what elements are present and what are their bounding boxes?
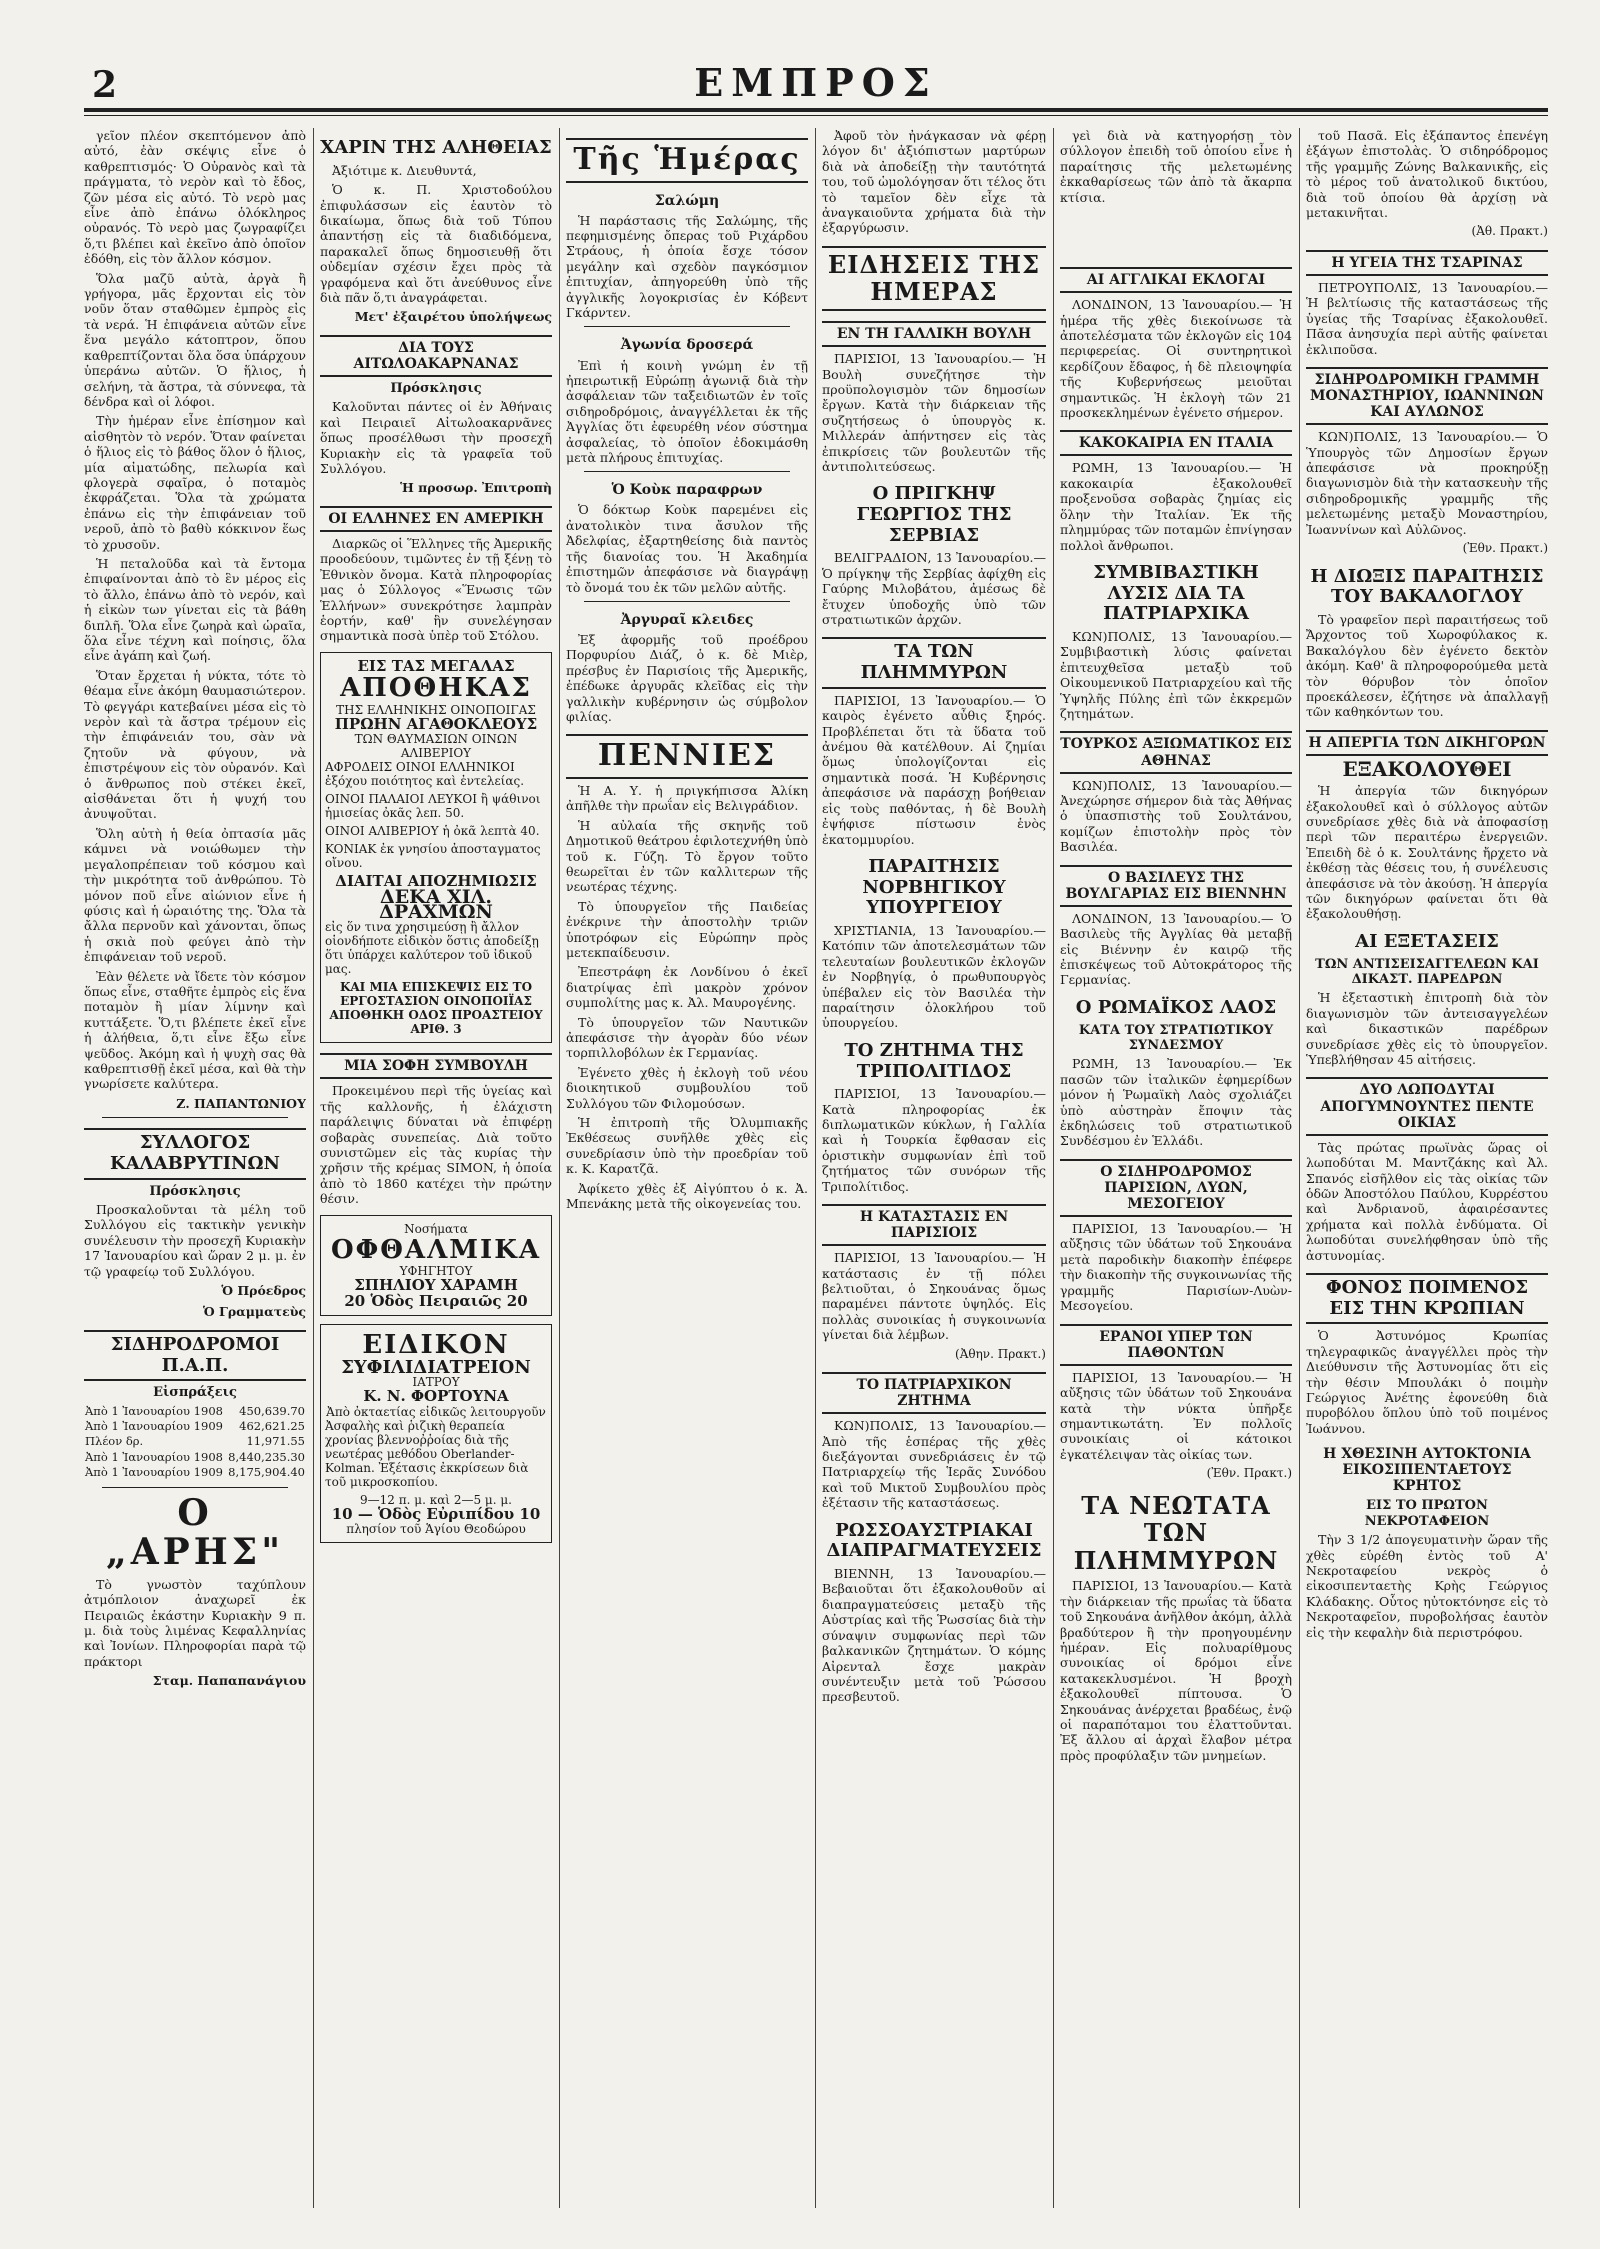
floods-text: ΠΑΡΙΣΙΟΙ, 13 Ἰανουαρίου.— Ὁ καιρὸς ἐγένετο αὖθις ξηρός. Προβλέπεται ὅτι τὰ ὕδατα τοῦ ἀνέμου θὰ κατέλθουν. Αἱ ζημίαι ὅμως ὑπολογίζονται εἰς σημαντικὰ ποσά. Ἡ Κυβέρνησις ἀπεφάσισε νὰ παράσχῃ βοήθειαν εἰς τοὺς παθόντας, ἡ δὲ Βουλὴ ἐψήφισε πίστωσιν ἑνὸς ἑκατομμυρίου. [822,692,1046,847]
pennies-item: Ἡ αὐλαία τῆς σκηνῆς τοῦ Δημοτικοῦ θεάτρου ἐφιλοτεχνήθη ὑπὸ τοῦ κ. Γύζη. Τὸ ἔργον τοῦτο θεωρεῖται ἐν τῶν καλλιτερων τῆς νεωτέρας τέχνης. [566,817,808,895]
pennies-item: Ἐγένετο χθὲς ἡ ἐκλογὴ τοῦ νέου διοικητικοῦ συμβουλίου τοῦ Συλλόγου τῶν Φιλομούσων. [566,1064,808,1111]
roman-people-subhead: ΚΑΤΑ ΤΟΥ ΣΤΡΑΤΙΩΤΙΚΟΥ ΣΥΝΔΕΣΜΟΥ [1078,1022,1274,1053]
athens-headline: ΤΟΥΡΚΟΣ ΑΞΙΩΜΑΤΙΚΟΣ ΕΙΣ ΑΘΗΝΑΣ [1060,731,1292,773]
railway-receipts-table [84,1404,306,1481]
ad-line: ΕΙΣ ΤΑΣ ΜΕΓΑΛΑΣ [357,656,515,675]
table-row [84,1434,306,1449]
ad-line: ΚΑΙ ΜΙΑ ΕΠΙΣΚΕΨΙΣ ΕΙΣ ΤΟ ΕΡΓΟΣΤΑΣΙΟΝ ΟΙΝΟΠΟΙΪΑΣ ΑΠΟΘΗΚΗ ΟΔΟΣ ΠΡΟΑΣΤΕΙΟΥ ΑΡΙΘ. 3 [329,980,543,1037]
pennies-headline: ΠΕΝΝΙΕΣ [566,734,808,779]
table-row [84,1404,306,1419]
tsarina-text: ΠΕΤΡΟΥΠΟΛΙΣ, 13 Ἰανουαρίου.— Ἡ βελτίωσις τῆς καταστάσεως τῆς ὑγείας τῆς Τσαρίνας ἐξακολουθεῖ. Πᾶσα ἀνησυχία περὶ αὐτῆς φαίνεται ἐκλιποῦσα. [1306,279,1548,357]
railway-text: ΠΑΡΙΣΙΟΙ, 13 Ἰανουαρίου.— Ἡ αὔξησις τῶν ὑδάτων τοῦ Σηκουάνα μετὰ παροδικὴν διακοπὴν ἐπέφερε τὴν διακοπὴν τῆς συγκοινωνίας τῆς γραμμῆς Παρισίων-Λυὼν-Μεσογείου. [1060,1221,1292,1314]
ad-line: ΙΑΤΡΟΥ [412,1375,460,1390]
ad-line: ΥΦΗΓΗΤΟΥ [399,1264,473,1279]
klides-text: Ἐξ ἀφορμῆς τοῦ προέδρου Πορφυρίου Διάζ, ὁ κ. δὲ Μιὲρ, πρέσβυς ἐν Παρισίοις τῆς Ἀμερικῆς, ἐπέδωκε ἀργυρᾶς κλεῖδας εἰς τὴν γαλλικὴν κυβέρνησιν ὡς σύμβολον φιλίας. [566,632,808,725]
charin-salutation: Ἀξιότιμε κ. Διευθυντά, [332,162,477,178]
ad-line: ΔΙΑΙΤΑΙ ΑΠΟΖΗΜΙΩΣΙΣ [335,872,537,891]
table-cell: Πλέον δρ. [85,1434,144,1449]
source-credit: (Ἀθ. Πρακτ.) [1471,224,1548,239]
column-rule [1299,128,1300,2208]
column-4 [822,128,1046,2208]
pennies-item: Τὸ ὑπουργεῖον τῆς Παιδείας ἐνέκρινε τὴν ἀποστολὴν τριῶν ὑποτρόφων εἰς Εὐρώπην πρὸς μετεκπαίδευσιν. [566,898,808,960]
headline-spacer [1060,209,1292,257]
pennies-item: Ἀφίκετο χθὲς ἐξ Αἰγύπτου ὁ κ. Ἀ. Μπενάκης μετὰ τῆς οἰκογενείας του. [566,1180,808,1212]
table-row [84,1465,306,1480]
railway-subhead: Εἰσπράξεις [153,1385,237,1401]
table-cell: 11,971.55 [246,1434,305,1449]
ad-line: ΟΦΘΑΛΜΙΚΑ [330,1234,541,1265]
pennies-item: Ἐπεστράφη ἐκ Λονδίνου ὁ ἐκεῖ διατρίψας ἐπὶ μακρὸν χρόνον συμπολίτης μας κ. Ἀλ. Μαυρογένης. [566,964,808,1011]
pennies-item: Τὸ ὑπουργεῖον τῶν Ναυτικῶν ἀπεφάσισε τὴν ἀγορὰν δύο νέων τορπιλλοβόλων ἐκ Γερμανίας. [566,1014,808,1061]
suicide-subhead: ΕΙΣ ΤΟ ΠΡΩΤΟΝ ΝΕΚΡΟΤΑΦΕΙΟΝ [1364,1498,1490,1529]
column-2 [320,128,552,2208]
kouk-text: Ὁ δόκτωρ Κοὺκ παρεμένει εἰς ἀνατολικὸν τινα ἄσυλον τῆς Ἀδελφίας, ἐξαρτηθείσης διὰ παντὸς τῆς διανοίας του. Ἡ Ἀκαδημία ἐπιστημῶν ἀπεφάσισε νὰ διαγράψῃ τὸ ὄνομά του ἐκ τῶν μελῶν αὐτῆς. [566,502,808,595]
flood-victims-text: ΠΑΡΙΣΙΟΙ, 13 Ἰανουαρίου.— Ἡ αὔξησις τῶν ὑδάτων τοῦ Σηκουάνα κατὰ τὴν νύκτα ὑπῆρξε σημαντικωτάτη. Ἐν πολλοῖς συνοικίαις οἱ κάτοικοι ἐγκατέλειψαν τὰς οἰκίας των. [1060,1369,1292,1462]
italy-headline: ΚΑΚΟΚΑΙΡΙΑ ΕΝ ΙΤΑΛΙΑ [1060,430,1292,456]
ares-text: Τὸ γνωστὸν ταχύπλουν ἀτμόπλοιον ἀναχωρεῖ ἐκ Πειραιῶς ἑκάστην Κυριακὴν 9 π. μ. διὰ τοὺς λιμένας Κεφαλληνίας καὶ Ἰονίων. Πληροφορίαι παρὰ τῷ πράκτορι [84,1576,306,1669]
table-cell: 8,440,235.30 [228,1449,305,1464]
flood-victims-headline: ΕΡΑΝΟΙ ΥΠΕΡ ΤΩΝ ΠΑΘΟΝΤΩΝ [1060,1324,1292,1366]
table-row [84,1450,306,1465]
norway-text: ΧΡΙΣΤΙΑΝΙΑ, 13 Ἰανουαρίου.— Κατόπιν τῶν ἀποτελεσμάτων τῶν τελευταίων βουλευτικῶν ἐκλογῶν ἐν Νορβηγίᾳ, ὁ πρωθυπουργὸς ὑπέβαλεν εἰς τὸν Βασιλέα τὴν παραίτησιν ὁλοκλήρου τοῦ ὑπουργείου. [822,922,1046,1031]
column-1 [84,128,306,2208]
ad-line: 20 Ὁδὸς Πειραιῶς 20 [344,1291,528,1310]
vienna-headline: Ο ΒΑΣΙΛΕΥΣ ΤΗΣ ΒΟΥΛΓΑΡΙΑΣ ΕΙΣ ΒΙΕΝΝΗΝ [1060,865,1292,907]
tsarina-headline: Η ΥΓΕΙΑ ΤΗΣ ΤΣΑΡΙΝΑΣ [1306,250,1548,276]
feuilleton-paragraph: Ὅταν ἔρχεται ἡ νύκτα, τότε τὸ θέαμα εἶνε ἀκόμη θαυμασιώτερον. Τὸ φεγγάρι κατεβαίνει μέσα εἰς τὸ νερὸν καὶ τὰ ἄστρα τρέμουν εἰς τὴν ἐπιφάνειάν του, σὰν νὰ ζητοῦν νὰ φύγουν, νὰ ἐπιστρέψουν εἰς τὸν οὐρανόν. Καὶ ὁ ἄνθρωπος ποὺ στέκει ἐκεῖ, αἰσθάνεται ὅτι ἡ ψυχή του ἀνυψοῦται. [84,667,306,822]
column-3 [566,128,808,2208]
vakaloglou-text: Τὸ γραφεῖον περὶ παραιτήσεως τοῦ Ἄρχοντος τοῦ Χωροφύλακος κ. Βακαλόγλου δὲν ἐγένετο δεκτὸν ἀκόμη. Καθ' ἃ πληροφορούμεθα μετὰ τὸν θόρυβον τὸν ὁποῖον προεκάλεσεν, ἐζήτησε νὰ ἀπαλλαγῇ τῶν καθηκόντων του. [1306,611,1548,720]
feuilleton-paragraph: Ὅλη αὐτὴ ἡ θεία ὀπτασία μᾶς κάμνει νὰ νοιώθωμεν τὴν μεγαλοπρέπειαν τοῦ κόσμου καὶ τὴν μικρότητα τοῦ ἀνθρώπου. Τὸ μόνον ποῦ εἶνε αἰώνιον εἶνε ἡ φύσις καὶ ἡ ὡραιότης της. Ὅλα τὰ ἄλλα περνοῦν καὶ χάνονται, ὅπως ἡ σκιὰ ποὺ φεύγει ἀπὸ τὴν ἐπιφάνειαν τοῦ νεροῦ. [84,825,306,965]
america-text: Διαρκῶς οἱ Ἕλληνες τῆς Ἀμερικῆς προοδεύουν, τιμῶντες ἐν τῇ ξένῃ τὸ Ἐθνικὸν ὄνομα. Κατὰ πληροφορίας μας ὁ Σύλλογος «Ἕνωσις τῶν Ἑλλήνων» συνεκρότησε λαμπρὰν ἑορτήν, καθ' ἣν συνελέγησαν σημαντικὰ ποσὰ ὑπὲρ τοῦ Στόλου. [320,535,552,644]
salomi-text: Ἡ παράστασις τῆς Σαλώμης, τῆς πεφημισμένης ὄπερας τοῦ Ριχάρδου Στράους, ἡ ὁποία ἔσχε τόσον μεγάλην καὶ σχεδὸν παγκόσμιον ἐπιτυχίαν, ἀπηγορεύθη ὑπὸ τῆς ἀγγλικῆς λογοκρισίας ἐν Κόβεντ Γκάρντεν. [566,212,808,321]
table-row [84,1419,306,1434]
section-title: Τῆς Ἡμέρας [566,138,808,183]
burglars-text: Τὰς πρώτας πρωϊνὰς ὥρας οἱ λωποδύται Μ. Μαντζάκης καὶ Ἀλ. Σπανός εἰσῆλθον εἰς τὰς οἰκίας τῶν ὁδῶν Ἀποστόλου Παύλου, Κυρρέστου καὶ Ἀνδριανοῦ, ἀφαιρέσαντες χρήματα καὶ πολλὰ ἐνδύματα. Οἱ λωποδύται συνελήφθησαν ὑπὸ τῆς ἀστυνομίας. [1306,1139,1548,1263]
continues-headline: ΕΞΑΚΟΛΟΥΘΕΙ [1342,756,1512,781]
floods-headline: ΤΑ ΤΩΝ ΠΛΗΜΜΥΡΩΝ [822,637,1046,688]
ad-line: ΤΩΝ ΘΑΥΜΑΣΙΩΝ ΟΙΝΩΝ ΑΛΙΒΕΡΙΟΥ [354,732,518,761]
latest-floods-text: ΠΑΡΙΣΙΟΙ, 13 Ἰανουαρίου.— Κατὰ τὴν διάρκειαν τῆς πρωΐας τὰ ὕδατα τοῦ Σηκουάνα ἀνῆλθον ἀκόμη, ἀλλὰ βραδύτερον ἢ τὴν προηγουμένην ἡμέραν. Εἰς πολυαρίθμους συνοικίας οἱ δρόμοι εἶνε κατακεκλυσμένοι. Ἡ βροχὴ ἐξακολουθεῖ πίπτουσα. Ὁ Σηκουάνας ἀνέρχεται βραδέως, ἐνῷ οἱ παραπόταμοι του ἐλαττοῦνται. Ἐξ ἄλλου αἱ ἀρχαὶ ἔλαβον μέτρα πρὸς προφύλαξιν τῶν μνημείων. [1060,1578,1292,1763]
column-rule [313,128,314,2208]
intro-text: Ἀφοῦ τὸν ἠνάγκασαν νὰ φέρῃ λόγον δι' ἀξιόπιστων μαρτύρων διὰ νὰ ἀποδείξῃ τὴν ταυτότητά του, τοῦ ὡμολόγησαν ὅτι τέλος ὅτι τὸ ταμεῖον δὲν εἶχε τὰ ἀναγκαιοῦντα χρήματα διὰ τὴν ἐξαργύρωσιν. [822,128,1046,236]
ad-line: ΣΠΗΛΙΟΥ ΧΑΡΑΜΗ [354,1276,518,1295]
aitoloakarnanes-text: Καλοῦνται πάντες οἱ ἐν Ἀθήναις καὶ Πειραιεῖ Αἰτωλοακαρνᾶνες ὅπως προσέλθωσι τὴν προσεχῆ Κυριακὴν εἰς τὰ γραφεῖα τοῦ Συλλόγου. [320,399,552,476]
news-headline: ΕΙΔΗΣΕΙΣ ΤΗΣ ΗΜΕΡΑΣ [822,246,1046,311]
tripoli-text: ΠΑΡΙΣΙΟΙ, 13 Ἰανουαρίου.— Κατὰ πληροφορίας ἐκ διπλωματικῶν κύκλων, ἡ Γαλλία καὶ ἡ Τουρκία ἔφθασαν εἰς ὁριστικὴν συμφωνίαν ἐπὶ τοῦ ζητήματος τῶν συνόρων τῆς Τριπολίτιδος. [822,1086,1046,1194]
rail-line-text: ΚΩΝ)ΠΟΛΙΣ, 13 Ἰανουαρίου.— Ὁ Ὑπουργὸς τῶν Δημοσίων ἔργων ἀπεφάσισε νὰ προκηρύξῃ διαγωνισμὸν διὰ τὴν κατασκευὴν τῆς σιδηροδρομικῆς γραμμῆς τῆς μελετωμένης μεταξὺ Μοναστηρίου, Ἰωαννίνων καὶ Αὐλῶνος. [1306,429,1548,537]
railway-headline: ΣΙΔΗΡΟΔΡΟΜΟΙ Π.Α.Π. [84,1330,306,1381]
railway-headline: Ο ΣΙΔΗΡΟΔΡΟΜΟΣ ΠΑΡΙΣΙΩΝ, ΛΥΩΝ, ΜΕΣΟΓΕΙΟΥ [1060,1159,1292,1217]
ad-item: ΑΦΡΟΔΕΙΣ ΟΙΝΟΙ ΕΛΛΗΝΙΚΟΙ ἐξόχου ποιότητος καὶ ἐντελείας. [325,760,525,789]
ad-line: ΠΡΩΗΝ ΑΓΑΘΟΚΛΕΟΥΣ [334,714,538,733]
suicide-headline: Η ΧΘΕΣΙΝΗ ΑΥΤΟΚΤΟΝΙΑ ΕΙΚΟΣΙΠΕΝΤΑΕΤΟΥΣ ΚΡΗΤΟΣ [1323,1446,1531,1495]
column-rule [1053,128,1054,2208]
roman-people-text: ΡΩΜΗ, 13 Ἰανουαρίου.— Ἐκ πασῶν τῶν ἰταλικῶν ἐφημερίδων μόνον ἡ Ῥωμαϊκὴ Λαὸς σχολιάζει ὑπὸ αὐστηρὰν ἔποψιν τὰς ἐκδηλώσεις τοῦ στρατιωτικοῦ Συνδέσμου ἐν Ἑλλάδι. [1060,1056,1292,1149]
kalavryta-text: Προσκαλοῦνται τὰ μέλη τοῦ Συλλόγου εἰς τακτικὴν γενικὴν συνέλευσιν τὴν προσεχῆ Κυριακὴν 17 Ἰανουαρίου καὶ ὥραν 2 μ. μ. ἐν τῷ γραφείῳ τοῦ Συλλόγου. [84,1201,306,1279]
ad-line: 10 — Ὁδὸς Εὐριπίδου 10 [331,1504,541,1523]
exams-text: Ἡ ἐξεταστικὴ ἐπιτροπὴ διὰ τὸν διαγωνισμὸν τῶν ἀντεισαγγελέων καὶ δικαστικῶν παρέδρων συνεδρίασε χθὲς εἰς τὸ ὑπουργεῖον. Ὑπεβλήθησαν 45 αἰτήσεις. [1306,990,1548,1067]
shepherd-murder-headline: ΦΟΝΟΣ ΠΟΙΜΕΝΟΣ ΕΙΣ ΤΗΝ ΚΡΩΠΙΑΝ [1306,1273,1548,1324]
ad-line: Ἀπὸ ὀκταετίας εἰδικῶς λειτουργοῦν [326,1404,546,1419]
prince-headline: Ο ΠΡΙΓΚΗΨ ΓΕΩΡΓΙΟΣ ΤΗΣ ΣΕΡΒΙΑΣ [856,483,1012,546]
suicide-text: Τὴν 3 1/2 ἀπογευματινὴν ὥραν τῆς χθὲς εὑρέθη ἐντὸς τοῦ Α' Νεκροταφείου νεκρὸς ὁ εἰκοσιπενταετὴς Κρὴς Γεώργιος Κλάδακης. Οὗτος ηὐτοκτόνησε εἰς τὸ Νεκροταφεῖον, πυροβολήσας ἑαυτὸν εἰς τὴν κεφαλὴν διὰ περιστρόφου. [1306,1532,1548,1640]
masthead-rule [84,108,1548,112]
america-headline: ΟΙ ΕΛΛΗΝΕΣ ΕΝ ΑΜΕΡΙΚΗ [320,506,552,532]
table-cell: 8,175,904.40 [228,1465,305,1480]
newspaper-title: ΕΜΠΡΟΣ [694,60,938,105]
kalavryta-president: Ὁ Πρόεδρος [221,1283,306,1298]
ares-headline: Ο „ΑΡΗΣ" [106,1491,284,1574]
column-rule [559,128,560,2208]
agonia-text: Ἐπὶ ἡ κοινὴ γνώμη ἐν τῇ ἠπειρωτικῇ Εὐρώπῃ ἀγωνιᾷ διὰ τὴν ἀσφάλειαν τῶν ταξειδιωτῶν ἐν τοῖς σιδηροδρόμοις, ἀναγγέλλεται ἐκ τῆς Ἀγγλίας ὅτι ἐφευρέθη νέον σύστημα ἀσφαλείας, τὸ ὁποῖον ἐδοκιμάσθη μετὰ πλήρους ἐπιτυχίας. [566,357,808,465]
patriarchal-solution-headline: ΣΥΜΒΙΒΑΣΤΙΚΗ ΛΥΣΙΣ ΔΙΑ ΤΑ ΠΑΤΡΙΑΡΧΙΚΑ [1093,561,1259,625]
wine-advertisement [320,652,552,1044]
roman-people-headline: Ο ΡΩΜΑΪΚΟΣ ΛΑΟΣ [1075,996,1277,1018]
patriarchate-text: ΚΩΝ)ΠΟΛΙΣ, 13 Ἰανουαρίου.— Ἀπὸ τῆς ἑσπέρας τῆς χθὲς διεξάγονται συνεδριάσεις ἐν τῷ Πατριαρχείῳ τῆς Ἱερᾶς Συνόδου καὶ τοῦ Μικτοῦ Συμβουλίου πρὸς ἐξέτασιν τῆς καταστάσεως. [822,1418,1046,1511]
table-cell: Ἀπὸ 1 Ἰανουαρίου 1908 [85,1449,223,1464]
divider [102,1117,288,1118]
feuilleton-paragraph: Ἡ πεταλοῦδα καὶ τὰ ἔντομα ἐπιφαίνονται ἀπὸ τὸ ἓν μέρος εἰς τὸ ἄλλο, ἐπάνω ἀπὸ τὸ νερόν, καὶ ἡ εἰκὼν των γίνεται εἰς τὰ βάθη διπλῆ. Ὅλα εἶνε ζωηρὰ καὶ ὡραῖα, ὅλα εἶνε τέχνη καὶ ποίησις, ὅλα εἶνε ἀγάπη καὶ ζωή. [84,555,306,664]
patriarchate-headline: ΤΟ ΠΑΤΡΙΑΡΧΙΚΟΝ ΖΗΤΗΜΑ [822,1372,1046,1414]
england-text: ΛΟΝΔΙΝΟΝ, 13 Ἰανουαρίου.— Ἡ ἡμέρα τῆς χθὲς διεκοίνωσε τὰ ἀποτελέσματα τῶν ἐκλογῶν εἰς 104 περιφερείας. Οἱ συντηρητικοὶ κερδίζουν ἔδαφος, ἡ δὲ πλειοψηφία τῆς Κυβερνήσεως μειοῦται σημαντικῶς. Ἡ ἐκλογὴ τῶν 21 προσκεκλημένων ἐγένετο σήμερον. [1060,297,1292,420]
pennies-item: Ἡ ἐπιτροπὴ τῆς Ὀλυμπιακῆς Ἐκθέσεως συνῆλθε χθὲς εἰς συνεδρίασιν ὑπὸ τὴν προεδρίαν τοῦ κ. Κ. Καρατζᾶ. [566,1115,808,1177]
table-cell: Ἀπὸ 1 Ἰανουαρίου 1909 [85,1419,223,1433]
source-credit: (Ἐθν. Πρακτ.) [1206,1466,1292,1481]
tripoli-headline: ΤΟ ΖΗΤΗΜΑ ΤΗΣ ΤΡΙΠΟΛΙΤΙΔΟΣ [844,1039,1024,1082]
agonia-title: Ἀγωνία δροσερά [620,337,754,354]
ad-line: ΣΥΦΙΛΙΔΙΑΤΡΕΙΟΝ [341,1356,531,1378]
source-credit: (Ἀθην. Πρακτ.) [955,1346,1046,1361]
source-credit: (Ἐθν. Πρακτ.) [1462,541,1548,556]
paris-text: ΠΑΡΙΣΙΟΙ, 13 Ἰανουαρίου.— Ἡ κατάστασις ἐν τῇ πόλει βελτιοῦται, ὁ Σηκουάνας ὅμως παραμένει πάντοτε ὑψηλός. Εἰς πολλὰς συνοικίας ἡ συγκοινωνία γίνεται διὰ λέμβων. [822,1250,1046,1343]
ad-line: ΑΠΟΘΗΚΑΣ [340,673,532,704]
newspaper-page [84,58,1548,2218]
kalavryta-subhead: Πρόσκλησις [149,1183,241,1199]
prince-text: ΒΕΛΙΓΡΑΔΙΟΝ, 13 Ἰανουαρίου.— Ὁ πρίγκηψ τῆς Σερβίας ἀφίχθη εἰς Γαύρης Μιλοβάτου, ἀμέσως δὲ ἔτυχεν ὑποδοχῆς ὑπὸ τῶν στρατιωτικῶν ἀρχῶν. [822,550,1046,628]
norway-headline: ΠΑΡΑΙΤΗΣΙΣ ΝΟΡΒΗΓΙΚΟΥ ΥΠΟΥΡΓΕΙΟΥ [862,855,1006,919]
patriarchal-solution-text: ΚΩΝ)ΠΟΛΙΣ, 13 Ἰανουαρίου.— Συμβιβαστικὴ λύσις φαίνεται ἐπιτευχθεῖσα μεταξὺ τοῦ Οἰκουμενικοῦ Πατριαρχείου καὶ τῆς Ὑψηλῆς Πύλης ἐπὶ τῶν ἐκκρεμῶν ζητημάτων. [1060,628,1292,721]
ad-line: ΔΕΚΑ ΧΙΛ. ΔΡΑΧΜΩΝ [379,885,493,923]
column-5 [1060,128,1292,2208]
italy-text: ΡΩΜΗ, 13 Ἰανουαρίου.— Ἡ κακοκαιρία ἐξακολουθεῖ προξενοῦσα σοβαρὰς ζημίας εἰς ὅλην τὴν Ἰταλίαν. Ἐκ τῆς πλημμύρας τῶν ποταμῶν ἐπνίγησαν πολλοὶ ἄνθρωποι. [1060,460,1292,553]
vienna-text: ΛΟΝΔΙΝΟΝ, 13 Ἰανουαρίου.— Ὁ Βασιλεὺς τῆς Ἀγγλίας θὰ μεταβῇ εἰς Βιέννην ἐν καιρῷ τῆς ἐπισκέψεως τοῦ Αὐτοκράτορος τῆς Γερμανίας. [1060,910,1292,988]
burglars-headline: ΔΥΟ ΛΩΠΟΔΥΤΑΙ ΑΠΟΓΥΜΝΟΥΝΤΕΣ ΠΕΝΤΕ ΟΙΚΙΑΣ [1306,1077,1548,1135]
shepherd-murder-text: Ὁ Ἀστυνόμος Κρωπίας τηλεγραφικῶς ἀναγγέλλει πρὸς τὴν Διεύθυνσιν τῆς Ἀστυνομίας ὅτι εἰς τὴν θέσιν Μπουλάκι ὁ ποιμὴν Γεώργιος Ἀνέτης ἐφονεύθη διὰ πυροβόλου ὅπλου ὑπὸ τοῦ ποιμένος Ἰωάννου. [1306,1328,1548,1436]
feuilleton-paragraph: γεῖον πλέον σκεπτόμενον ἀπὸ αὐτό, ἐὰν σκέψις εἶνε ὁ καθρεπτισμός· Ὁ Οὐρανὸς καὶ τὰ πράγματα, τὸ νερὸν καὶ τὸ ἔδος, ζῶν μέσα εἰς αὐτό. Τὸ νερὸ μας εἶνε ἀπὸ ἐπάνω ὁλόκληρος οὐρανός. Τὸ νερὸ μας ζωγραφίζει ὅ,τι βλέπει καὶ ἐκεῖνο ἀπὸ ὁποῖον ἐδόθη, εἰς τὸν ἄλλον κόσμον. [84,128,306,267]
charin-signature: Μετ' ἐξαιρέτου ὑπολήψεως [354,309,552,325]
russo-austrian-text: ΒΙΕΝΝΗ, 13 Ἰανουαρίου.— Βεβαιοῦται ὅτι ἐξακολουθοῦν αἱ διαπραγματεύσεις μεταξὺ τῆς Αὐστρίας καὶ τῆς Ῥωσσίας διὰ τὴν σύναψιν συμφωνίας περὶ τῶν βαλκανικῶν ζητημάτων. Ὁ κόμης Αἰρενταλ ἔσχε μακρὰν συνέντευξιν μετὰ τοῦ Ῥώσσου πρεσβευτοῦ. [822,1566,1046,1705]
kouk-title: Ὁ Κοὺκ παραφρων [611,482,763,499]
aitoloakarnanes-signature: Ἡ προσωρ. Ἐπιτροπὴ [400,480,552,496]
england-headline: ΑΙ ΑΓΓΛΙΚΑΙ ΕΚΛΟΓΑΙ [1060,267,1292,293]
column-6 [1306,128,1548,2208]
charin-text: Ὁ κ. Π. Χριστοδούλου ἐπιφυλάσσων εἰς ἑαυτὸν τὸ δικαίωμα, ὅπως διὰ τοῦ Τύπου ἀπαντήσῃ εἰς τὰ διαδιδόμενα, παρακαλεῖ ὅπως δημοσιευθῇ ὅτι οὐδεμίαν σχέσιν ἔχει πρὸς τὰ γραφόμενα καὶ ὅτι ἀνεύθυνος εἶνε διὰ πᾶν ὅ,τι ἀναγράφεται. [320,182,552,305]
ad-item: εἰς ὅν τινα χρησιμεύσῃ ἢ ἄλλον οἱονδήποτε εἰδικὸν ὅστις ἀποδείξῃ ὅτι ὑπάρχει καλύτερον τοῦ ἰδικοῦ μας. [325,920,539,977]
kalavryta-secretary: Ὁ Γραμματεὺς [202,1304,306,1320]
intro-text: γεὶ διὰ νὰ κατηγορήσῃ τὸν σύλλογον ἐπειδὴ τοῦ ὁποίου εἶνε ἡ παραίτησις τῆς μελετωμένης ἐκκαθαρίσεως τῶν ἀπὸ τὰ ἄκαρπα κτίσια. [1060,128,1292,205]
aitoloakarnanes-subhead: Πρόσκλησις [390,380,482,396]
athens-text: ΚΩΝ)ΠΟΛΙΣ, 13 Ἰανουαρίου.— Ἀνεχώρησε σήμερον διὰ τὰς Ἀθήνας ὁ ὑπασπιστὴς τοῦ Σουλτάνου, κομίζων ἐπιστολὴν πρὸς τὸν Βασιλέα. [1060,777,1292,855]
lawyers-strike-text: Ἡ ἀπεργία τῶν δικηγόρων ἐξακολουθεῖ καὶ ὁ σύλλογος αὐτῶν συνεδρίασε χθὲς διὰ νὰ ἀποφασίσῃ περὶ τῶν περαιτέρω ἐνεργειῶν. Ἐπειδὴ δὲ ὁ κ. Σουλτάνης ἤρχετο νὰ ἐκθέσῃ τὰς θέσεις του, ἡ συνέλευσις ἀπεφάσισε νὰ τὸν ἀκούσῃ. Ἡ ἀπεργία τῶν δικηγόρων φαίνεται ὅτι θὰ ἐξακολουθήσῃ. [1306,783,1548,922]
lawyers-strike-headline: Η ΑΠΕΡΓΙΑ ΤΩΝ ΔΙΚΗΓΟΡΩΝ [1306,730,1548,756]
gallic-text: ΠΑΡΙΣΙΟΙ, 13 Ἰανουαρίου.— Ἡ Βουλὴ συνεζήτησε τὴν προϋπολογισμὸν τῶν δημοσίων ἔργων. Κατὰ τὴν διάρκειαν τῆς συζητήσεως ὁ ὑπουργὸς κ. Μιλλεράν ἀπήντησεν εἰς τὰς ἐπικρίσεις τῶν βουλευτῶν τῆς ἀντιπολιτεύσεως. [822,351,1046,474]
aitoloakarnanes-headline: ΔΙΑ ΤΟΥΣ ΑΙΤΩΛΟΑΚΑΡΝΑΝΑΣ [320,335,552,377]
ad-line: ΤΗΣ ΕΛΛΗΝΙΚΗΣ ΟΙΝΟΠΟΙΓΑΣ [336,702,536,717]
feuilleton-paragraph: Ἐὰν θέλετε νὰ ἴδετε τὸν κόσμον ὅπως εἶνε, σταθῆτε ἐμπρὸς εἰς ἕνα ποταμὸν ἢ μίαν λίμνην καὶ κυττάξετε. Ὅ,τι βλέπετε ἐκεῖ εἶνε ἡ ἀλήθεια, ὅ,τι εἶνε ἔξω εἶνε ψεῦδος. Ἀκόμη καὶ ἡ ψυχὴ σας θὰ καθρεπτισθῇ ἐκεῖ μέσα, καὶ θὰ τὴν γνωρίσετε καλύτερα. [84,968,306,1092]
table-cell: 462,621.25 [239,1419,305,1433]
feuilleton-paragraph: Ὅλα μαζῦ αὐτὰ, ἀργὰ ἢ γρήγορα, μᾶς ἔρχονται εἰς τὸν νοῦν ὅταν σταθῶμεν ἐμπρὸς εἰς τὰ νερά. Ἡ ἐπιφάνεια αὐτῶν εἶνε ἕνα μεγάλο κάτοπτρον, ὅπου καθρεπτίζονται ὅλα ὅσα ὑπάρχουν ὑπεράνω αὐτῶν. Ὁ ἥλιος, ἡ σελήνη, τὰ ἄστρα, τὰ σύννεφα, τὰ δένδρα καὶ οἱ λόφοι. [84,270,306,409]
ares-signature: Σταμ. Παπαπανάγιου [152,1673,306,1689]
divider [584,471,790,472]
column-rule [815,128,816,2208]
page-number: 2 [92,64,118,106]
kalavryta-headline: ΣΥΛΛΟΓΟΣ ΚΑΛΑΒΡΥΤΙΝΩΝ [84,1128,306,1179]
divider [584,601,790,602]
table-cell: 450,639.70 [239,1403,305,1418]
table-cell: Ἀπὸ 1 Ἰανουαρίου 1908 [85,1403,223,1418]
charin-headline: ΧΑΡΙΝ ΤΗΣ ΑΛΗΘΕΙΑΣ [320,137,552,158]
ad-line: ΕΙΔΙΚΟΝ [362,1330,510,1361]
masthead-rule-thin [84,115,1548,116]
paris-headline: Η ΚΑΤΑΣΤΑΣΙΣ ΕΝ ΠΑΡΙΣΙΟΙΣ [822,1204,1046,1246]
masthead [84,58,1548,106]
klides-title: Ἀργυραῖ κλειδες [620,611,754,628]
salomi-title: Σαλώμη [654,192,720,209]
russo-austrian-headline: ΡΩΣΣΟΑΥΣΤΡΙΑΚΑΙ ΔΙΑΠΡΑΓΜΑΤΕΥΣΕΙΣ [826,1519,1042,1562]
divider [102,1487,288,1488]
ad-line: Νοσήματα [404,1221,468,1236]
feuilleton-signature: Ζ. ΠΑΠΑΝΤΩΝΙΟΥ [176,1095,306,1111]
ad-item: ΟΙΝΟΙ ΠΑΛΑΙΟΙ ΛΕΥΚΟΙ ἢ ψάθινοι ἡμισείας ὀκᾶς λεπ. 50. [325,792,541,821]
pennies-item: Ἡ Α. Υ. ἡ πριγκήπισσα Ἀλίκη ἀπῆλθε τὴν πρωΐαν εἰς Βελιγράδιον. [566,782,808,814]
ophthalmic-advertisement [320,1215,552,1316]
divider [584,326,790,327]
feuilleton-paragraph: Τὴν ἡμέραν εἶνε ἐπίσημον καὶ αἰσθητὸν τὸ νερόν. Ὅταν φαίνεται ὁ ἥλιος εἰς τὸ βάθος ὅλον ὁ ἥλιος, μία αἰματώδης, πελωρία καὶ φλογερὰ σφαῖρα, ὁ ποταμὸς ἐκφράζεται. Ὅλα τὰ χρώματα ἐπάνω εἰς τὴν ἐπιφάνειαν τοῦ νεροῦ, ἀπὸ τὸ βαθὺ κόκκινον ἕως τὸ χρυσοῦν. [84,413,306,552]
sofi-headline: ΜΙΑ ΣΟΦΗ ΣΥΜΒΟΥΛΗ [320,1053,552,1079]
latest-floods-headline: ΤΑ ΝΕΩΤΑΤΑ ΤΩΝ ΠΛΗΜΜΥΡΩΝ [1073,1490,1279,1575]
rail-line-headline: ΣΙΔΗΡΟΔΡΟΜΙΚΗ ΓΡΑΜΜΗ ΜΟΝΑΣΤΗΡΙΟΥ, ΙΩΑΝΝΙΝΩΝ ΚΑΙ ΑΥΛΩΝΟΣ [1306,367,1548,425]
sofi-text: Προκειμένου περὶ τῆς ὑγείας καὶ τῆς καλλονῆς, ἡ ἐλάχιστη παράλειψις δύναται νὰ ἐπιφέρῃ σοβαρὰς συνεπείας. Διὰ τοῦτο συνιστῶμεν εἰς τὰς κυρίας τὴν χρῆσιν τῆς κρέμας SIMON, ἡ ὁποία ἀπὸ τὸ 1860 κατέχει τὴν πρώτην θέσιν. [320,1083,552,1207]
table-cell: Ἀπὸ 1 Ἰανουαρίου 1909 [85,1465,223,1480]
intro-text: τοῦ Πασᾶ. Εἰς ἐξάπαντος ἐπενέγη ἐξάγων ἐπιστολὰς. Ὁ σιδηρόδρομος τῆς γραμμῆς Ζώνης Βαλκανικῆς, εἰς τὸ μέρος τοῦ ἀνατολικοῦ δικτύου, διὰ τοῦ ὁποίου θὰ ἀρχίσῃ νὰ μετακινῆται. [1306,128,1548,221]
ad-line: Κ. Ν. ΦΟΡΤΟΥΝΑ [363,1387,509,1406]
exams-headline: ΑΙ ΕΞΕΤΑΣΕΙΣ [1355,930,1499,952]
ad-line: 9—12 π. μ. καὶ 2—5 μ. μ. [360,1492,512,1507]
vakaloglou-headline: Η ΔΙΩΞΙΣ ΠΑΡΑΙΤΗΣΙΣ ΤΟΥ ΒΑΚΑΛΟΓΛΟΥ [1310,565,1544,608]
ad-item: ΟΙΝΟΙ ΑΛΙΒΕΡΙΟΥ ἡ ὀκᾶ λεπτὰ 40. [325,824,540,839]
exams-subhead: ΤΩΝ ΑΝΤΙΣΕΙΣΑΓΓΕΛΕΩΝ ΚΑΙ ΔΙΚΑΣΤ. ΠΑΡΕΔΡΩΝ [1315,956,1539,987]
ad-item: Ἀσφαλὴς καὶ ῥιζικὴ θεραπεία χρονίας βλεννοῤῥοίας διὰ τῆς νεωτέρας μεθόδου Oberlander-Kolman. Ἐξέτασις ἐκκρίσεων διὰ τοῦ μικροσκοπίου. [325,1418,529,1489]
ad-line: πλησίον τοῦ Ἁγίου Θεοδώρου [346,1521,526,1536]
ad-item: KONIAK ἐκ γνησίου ἀποσταγματος οἴνου. [325,842,541,871]
clinic-advertisement [320,1324,552,1543]
gallic-headline: ΕΝ ΤΗ ΓΑΛΛΙΚΗ ΒΟΥΛΗ [822,321,1046,347]
